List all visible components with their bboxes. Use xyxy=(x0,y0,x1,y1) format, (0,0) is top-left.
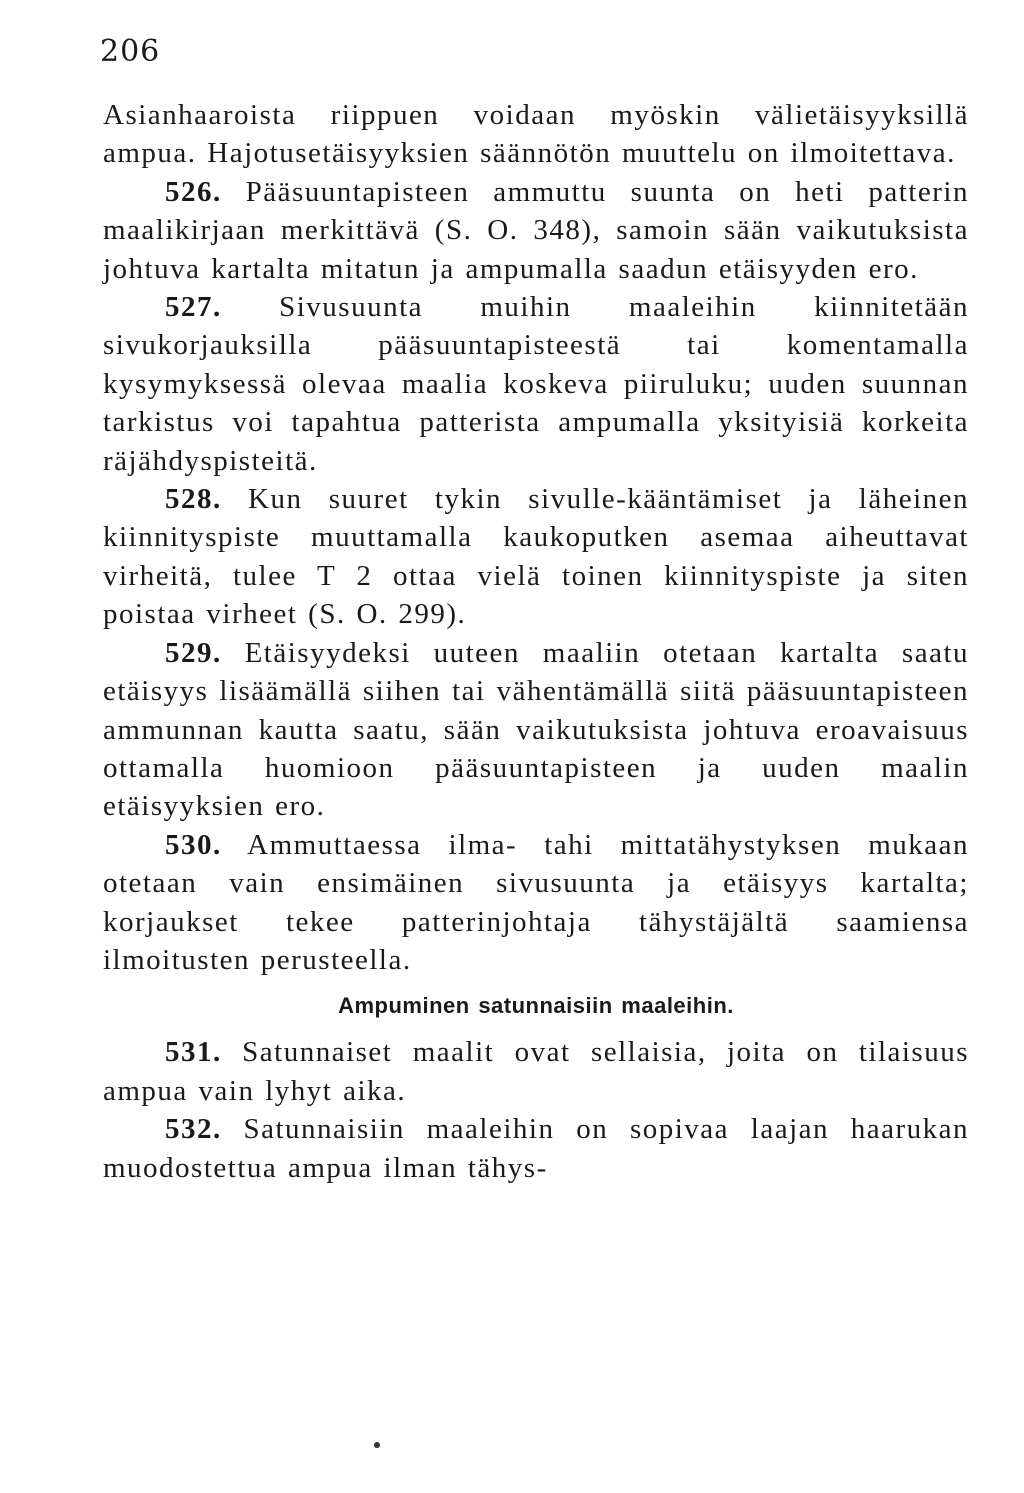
paragraph-intro xyxy=(103,96,969,173)
paragraph-number: 528. xyxy=(165,483,222,516)
paragraph-number: 532. xyxy=(165,1113,222,1146)
paragraph-text: Ammuttaessa ilma- tahi mittatähystyksen mukaan otetaan vain ensimäinen sivusuunta ja etäisyys kartalta; korjaukset tekee patterinjohtaja tähystäjältä saamiensa ilmoitusten perusteella. xyxy=(103,828,970,976)
paragraph-526 xyxy=(103,173,969,288)
paragraph-529 xyxy=(103,634,969,826)
paragraph-531 xyxy=(103,1033,969,1110)
section-heading: Ampuminen satunnaisiin maaleihin. xyxy=(338,993,734,1019)
paragraph-number: 526. xyxy=(165,175,222,208)
paragraph-text: Satunnaisiin maaleihin on sopivaa laajan haarukan muodostettua ampua ilman tähys- xyxy=(103,1113,970,1184)
paragraph-527 xyxy=(103,288,969,480)
paragraph-number: 529. xyxy=(165,636,222,669)
paragraph-text: Pääsuuntapisteen ammuttu suunta on heti patterin maalikirjaan merkittävä (S. O. 348), samoin sään vaikutuksista johtuva kartalta mitatun ja ampumalla saadun etäisyyden ero. xyxy=(103,175,969,285)
body-text xyxy=(103,96,969,1187)
paragraph-text: Sivusuunta muihin maaleihin kiinnitetään sivukorjauksilla pääsuuntapisteestä tai komentamalla kysymyksessä olevaa maalia koskeva piiruluku; uuden suunnan tarkistus voi tapahtua patterista ampumalla yksityisiä korkeita räjähdyspisteitä. xyxy=(103,291,969,477)
paragraph-number: 530. xyxy=(165,828,222,861)
paragraph-532 xyxy=(103,1110,969,1187)
paragraph-number: 531. xyxy=(165,1036,222,1069)
print-speck xyxy=(374,1442,380,1448)
page-number: 206 xyxy=(100,34,161,69)
paragraph-text: Kun suuret tykin sivulle-kääntämiset ja läheinen kiinnityspiste muuttamalla kaukoputken asemaa aiheuttavat virheitä, tulee T 2 ottaa vielä toinen kiinnityspiste ja siten poistaa virheet (S. O. 299). xyxy=(103,483,969,631)
paragraph-530 xyxy=(103,826,969,980)
paragraph-number: 527. xyxy=(165,291,222,324)
paragraph-text: Satunnaiset maalit ovat sellaisia, joita on tilaisuus ampua vain lyhyt aika. xyxy=(103,1036,970,1107)
paragraph-text: Etäisyydeksi uuteen maaliin otetaan kartalta saatu etäisyys lisäämällä siihen tai vähentämällä siitä pääsuuntapisteen ammunnan kautta saatu, sään vaikutuksista johtuva eroavaisuus ottamalla huomioon pääsuuntapisteen ja uuden maalin etäisyyksien ero. xyxy=(103,636,970,823)
paragraph-text: Asianhaaroista riippuen voidaan myöskin välietäisyyksillä ampua. Hajotusetäisyyksien säännötön muuttelu on ilmoitettava. xyxy=(103,99,969,170)
paragraph-528 xyxy=(103,480,969,634)
